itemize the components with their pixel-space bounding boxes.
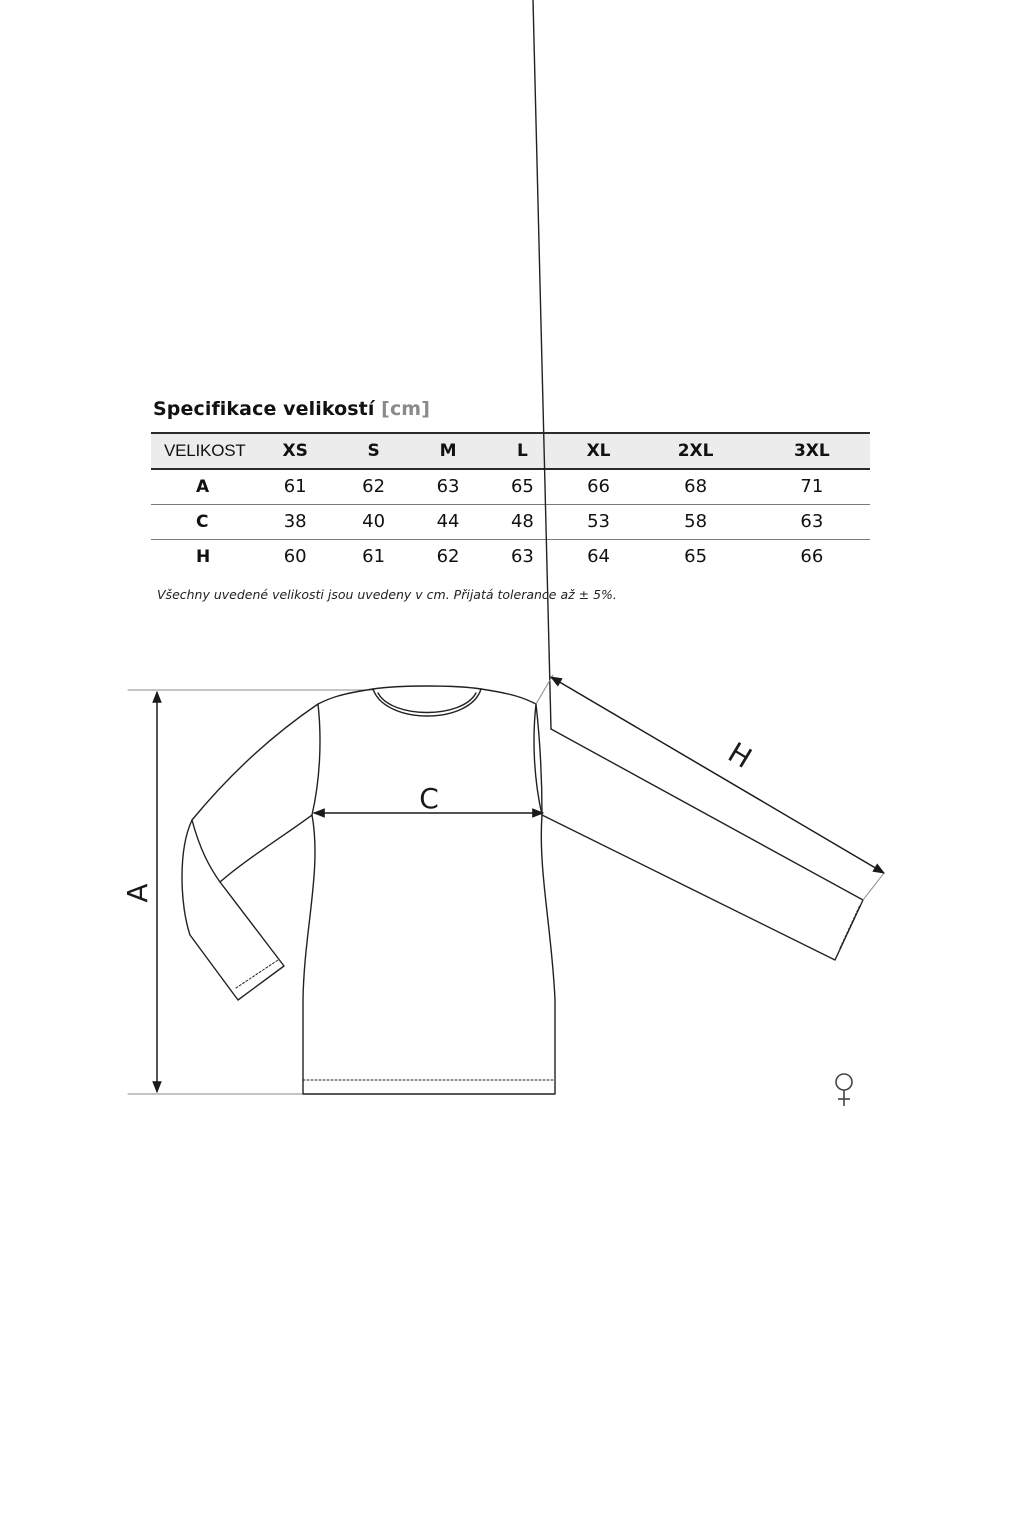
table-cell: 64 [587,546,611,568]
label-a: A [121,883,154,903]
table-cell: 48 [510,511,534,532]
table-cell: 68 [684,476,708,498]
table-cell: 61 [362,546,386,568]
table-cell: 62 [436,546,460,568]
table-cell: 63 [800,511,824,532]
size-column-header: XL [586,441,611,461]
left-sleeve-fold [192,820,220,882]
row-label: C [196,511,209,532]
table-cell: 44 [436,511,460,532]
h-end-guide [863,873,884,900]
right-shoulder-seam [533,0,551,729]
table-cell: 66 [800,546,824,568]
label-h: H [722,735,758,775]
table-cell: 61 [283,476,307,498]
table-cell: 63 [436,476,460,498]
left-cuff-stitch [236,960,278,988]
size-header-label: VELIKOST [164,441,246,460]
table-cell: 65 [510,476,534,498]
table-cell: 65 [684,546,708,568]
tolerance-note: Všechny uvedené velikosti jsou uvedeny v cm. Přijatá tolerance až ± 5%. [157,587,617,602]
table-cell: 60 [283,546,307,568]
table-cell: 63 [510,546,534,568]
size-column-header: S [367,441,380,461]
row-label: A [196,476,210,497]
size-column-header: XS [282,441,308,461]
table-cell: 40 [362,511,386,532]
table-cell: 66 [587,476,611,498]
table-cell: 62 [362,476,386,498]
table-cell: 71 [800,476,824,498]
size-column-header: 3XL [793,441,830,461]
size-column-header: 2XL [677,441,714,461]
female-symbol-icon [836,1074,852,1106]
size-column-header: L [517,441,528,461]
label-c: C [419,782,439,815]
collar-back [373,686,481,689]
title-unit: [cm] [381,398,430,420]
table-cell: 38 [283,511,307,532]
table-cell: 53 [587,511,611,532]
row-label: H [196,546,211,567]
shirt-body-outline [303,689,555,1094]
title-text: Specifikace velikostí [153,398,375,420]
table-cell: 58 [684,511,708,532]
size-column-header: M [439,441,457,461]
